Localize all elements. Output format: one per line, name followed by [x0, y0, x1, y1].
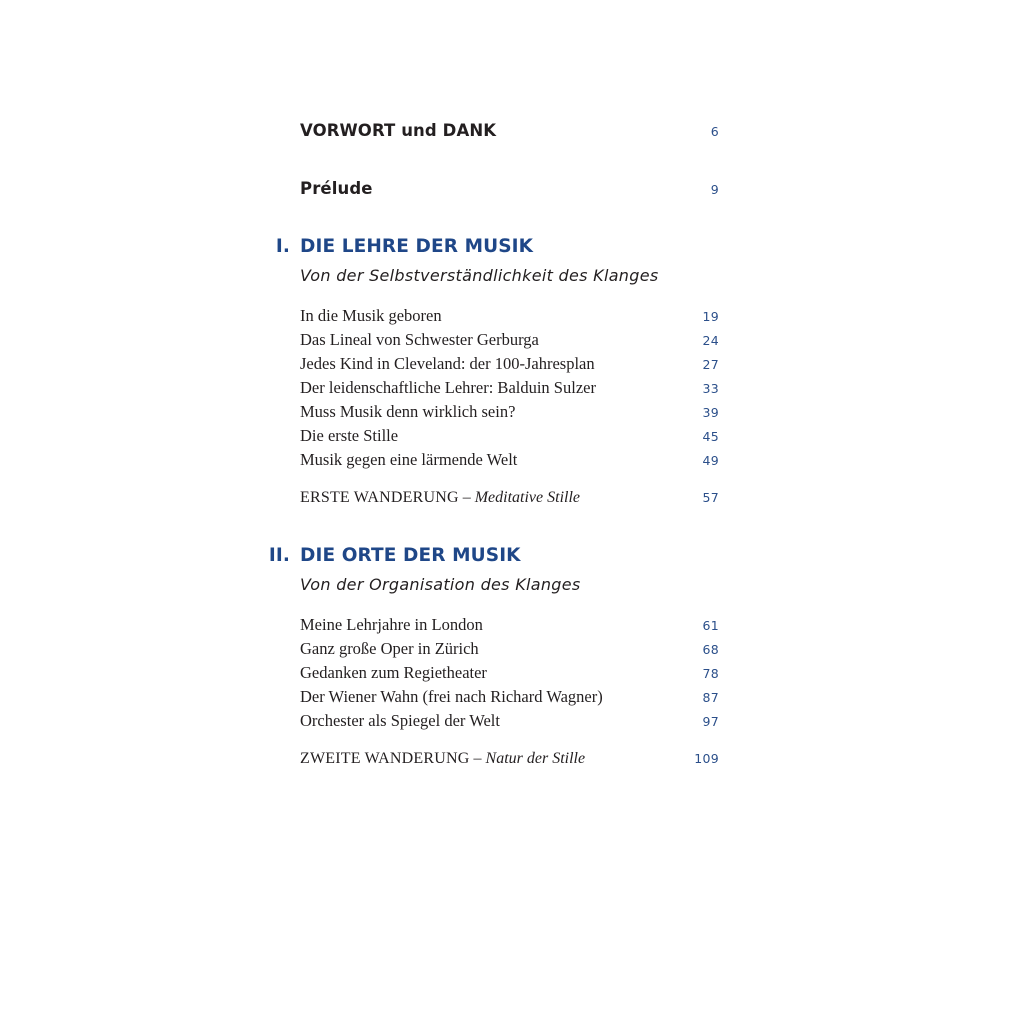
- toc-entry: [300, 663, 719, 683]
- toc-wanderung-1: [300, 489, 719, 507]
- wanderung-subtitle: Natur der Stille: [485, 750, 586, 767]
- part-2-heading: [268, 545, 820, 566]
- toc-page-number: 45: [702, 429, 719, 444]
- toc-entry: [300, 639, 719, 659]
- wanderung-dash: –: [473, 750, 482, 767]
- toc-page-number: 9: [710, 182, 719, 197]
- toc-entry: [300, 687, 719, 707]
- toc-page-number: 33: [702, 381, 719, 396]
- toc-page-number: 19: [702, 309, 719, 324]
- toc-entry-title: Prélude: [300, 179, 373, 198]
- toc-front-prelude: [300, 179, 719, 198]
- toc-entry-title: Meine Lehrjahre in London: [300, 615, 483, 634]
- toc-page-number: 6: [710, 124, 719, 139]
- part-1-heading: [275, 236, 820, 257]
- toc-entry: [300, 711, 719, 731]
- toc-page-number: 57: [702, 490, 719, 505]
- part-2-subtitle: Von der Organisation des Klanges: [300, 575, 581, 594]
- toc-page-number: 78: [702, 666, 719, 681]
- toc-entry-title: Musik gegen eine lärmende Welt: [300, 450, 518, 469]
- toc-page-number: 61: [702, 618, 719, 633]
- toc-entry-title: Der leidenschaftliche Lehrer: Balduin Sulzer: [300, 378, 596, 397]
- part-number: I.: [275, 236, 290, 257]
- part-1-subtitle: Von der Selbstverständlichkeit des Klanges: [300, 266, 659, 285]
- toc-page-number: 97: [702, 714, 719, 729]
- toc-entry: [300, 426, 719, 446]
- toc-page-number: 109: [694, 751, 719, 766]
- toc-entry: [300, 354, 719, 374]
- toc-front-vorwort: [300, 121, 719, 140]
- toc-entry-title: VORWORT und DANK: [300, 121, 497, 140]
- wanderung-dash: –: [462, 489, 471, 506]
- toc-entry: [300, 402, 719, 422]
- toc-entry: [300, 615, 719, 635]
- wanderung-subtitle: Meditative Stille: [474, 489, 580, 506]
- part-number: II.: [268, 545, 290, 566]
- toc-page-number: 27: [702, 357, 719, 372]
- toc-page-number: 24: [702, 333, 719, 348]
- toc-entry: [300, 330, 719, 350]
- toc-page-number: 49: [702, 453, 719, 468]
- wanderung-label: ZWEITE WANDERUNG: [300, 750, 470, 767]
- toc-entry-title: Die erste Stille: [300, 426, 399, 445]
- toc-entry-title: In die Musik geboren: [300, 306, 442, 325]
- toc-entry-title: Das Lineal von Schwester Gerburga: [300, 330, 539, 349]
- part-title: DIE LEHRE DER MUSIK: [300, 236, 534, 257]
- toc-entry-title: Der Wiener Wahn (frei nach Richard Wagner): [300, 687, 603, 706]
- toc-page-number: 39: [702, 405, 719, 420]
- wanderung-label: ERSTE WANDERUNG: [300, 489, 459, 506]
- toc-entry-title: Orchester als Spiegel der Welt: [300, 711, 500, 730]
- toc-entry-title: Ganz große Oper in Zürich: [300, 639, 479, 658]
- toc-entry-title: Jedes Kind in Cleveland: der 100-Jahresplan: [300, 354, 595, 373]
- toc-entry-title: Muss Musik denn wirklich sein?: [300, 402, 516, 421]
- toc-entry-title: Gedanken zum Regietheater: [300, 663, 487, 682]
- toc-entry: [300, 450, 719, 470]
- toc-page-number: 68: [702, 642, 719, 657]
- part-title: DIE ORTE DER MUSIK: [300, 545, 521, 566]
- toc-page-number: 87: [702, 690, 719, 705]
- toc-entry: [300, 306, 719, 326]
- toc-wanderung-2: [300, 750, 719, 768]
- toc-entry: [300, 378, 719, 398]
